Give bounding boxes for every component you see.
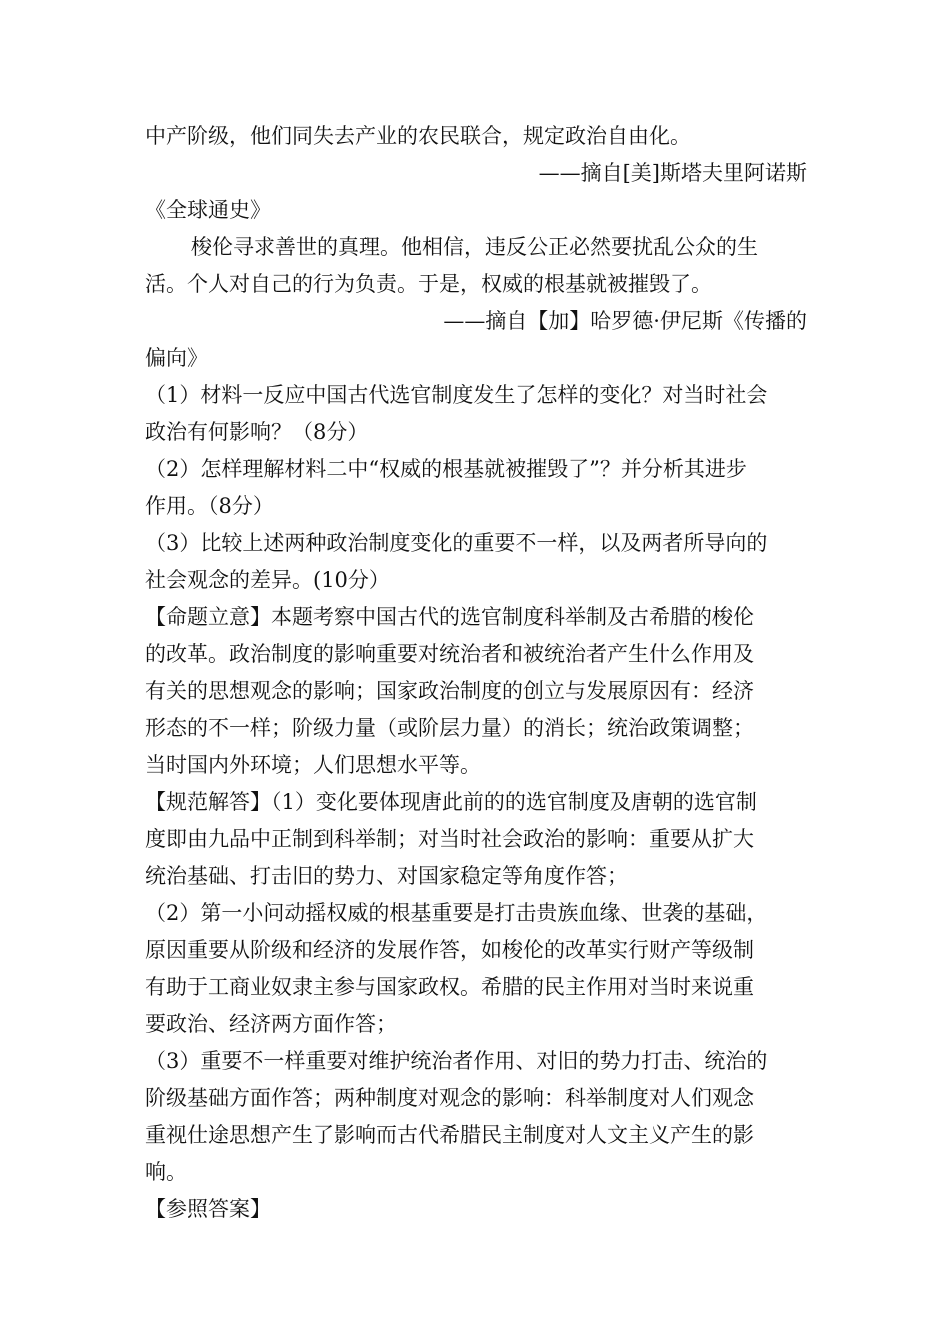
question-line: （1）材料一反应中国古代选官制度发生了怎样的变化？对当时社会 — [145, 383, 768, 407]
document-page — [145, 118, 807, 1228]
answer-line: 阶级基础方面作答；两种制度对观念的影响：科举制度对人们观念 — [145, 1086, 754, 1110]
answer-line: （2）第一小问动摇权威的根基重要是打击贵族血缘、世袭的基础， — [145, 901, 768, 925]
text-line: 中产阶级，他们同失去产业的农民联合，规定政治自由化。 — [145, 124, 691, 148]
text-line: 梭伦寻求善世的真理。他相信，违反公正必然要扰乱公众的生 — [191, 235, 758, 259]
answer-line: （3）重要不一样重要对维护统治者作用、对旧的势力打击、统治的 — [145, 1049, 768, 1073]
answer-line: 重视仕途思想产生了影响而古代希腊民主制度对人文主义产生的影 — [145, 1123, 754, 1147]
answer-line: 度即由九品中正制到科举制；对当时社会政治的影响：重要从扩大 — [145, 827, 754, 851]
question-line: （2）怎样理解材料二中“权威的根基就被摧毁了”？并分析其进步 — [145, 457, 747, 481]
section-heading: 【参照答案】 — [145, 1197, 271, 1221]
answer-line: 要政治、经济两方面作答； — [145, 1012, 397, 1036]
citation-line: 《全球通史》 — [145, 198, 271, 222]
question-line: 社会观念的差异。(10分） — [145, 568, 390, 592]
answer-line: 【规范解答】（1）变化要体现唐此前的的选官制度及唐朝的选官制 — [145, 790, 757, 814]
answer-line: 统治基础、打击旧的势力、对国家稳定等角度作答； — [145, 864, 628, 888]
answer-line: 响。 — [145, 1160, 187, 1184]
question-line: 作用。（8分） — [145, 494, 274, 518]
citation-line: ——摘自[美]斯塔夫里阿诺斯 — [538, 161, 807, 185]
analysis-line: 有关的思想观念的影响；国家政治制度的创立与发展原因有：经济 — [145, 679, 754, 703]
analysis-line: 当时国内外环境；人们思想水平等。 — [145, 753, 481, 777]
citation-line: 偏向》 — [145, 346, 208, 370]
analysis-line: 的改革。政治制度的影响重要对统治者和被统治者产生什么作用及 — [145, 642, 754, 666]
analysis-line: 形态的不一样；阶级力量（或阶层力量）的消长；统治政策调整； — [145, 716, 754, 740]
text-line: 活。个人对自己的行为负责。于是，权威的根基就被摧毁了。 — [145, 272, 712, 296]
citation-line: ——摘自【加】哈罗德·伊尼斯《传播的 — [443, 309, 807, 333]
question-line: （3）比较上述两种政治制度变化的重要不一样，以及两者所导向的 — [145, 531, 768, 555]
analysis-line: 【命题立意】本题考察中国古代的选官制度科举制及古希腊的梭伦 — [145, 605, 754, 629]
answer-line: 原因重要从阶级和经济的发展作答，如梭伦的改革实行财产等级制 — [145, 938, 754, 962]
question-line: 政治有何影响？（8分） — [145, 420, 369, 444]
answer-line: 有助于工商业奴隶主参与国家政权。希腊的民主作用对当时来说重 — [145, 975, 754, 999]
